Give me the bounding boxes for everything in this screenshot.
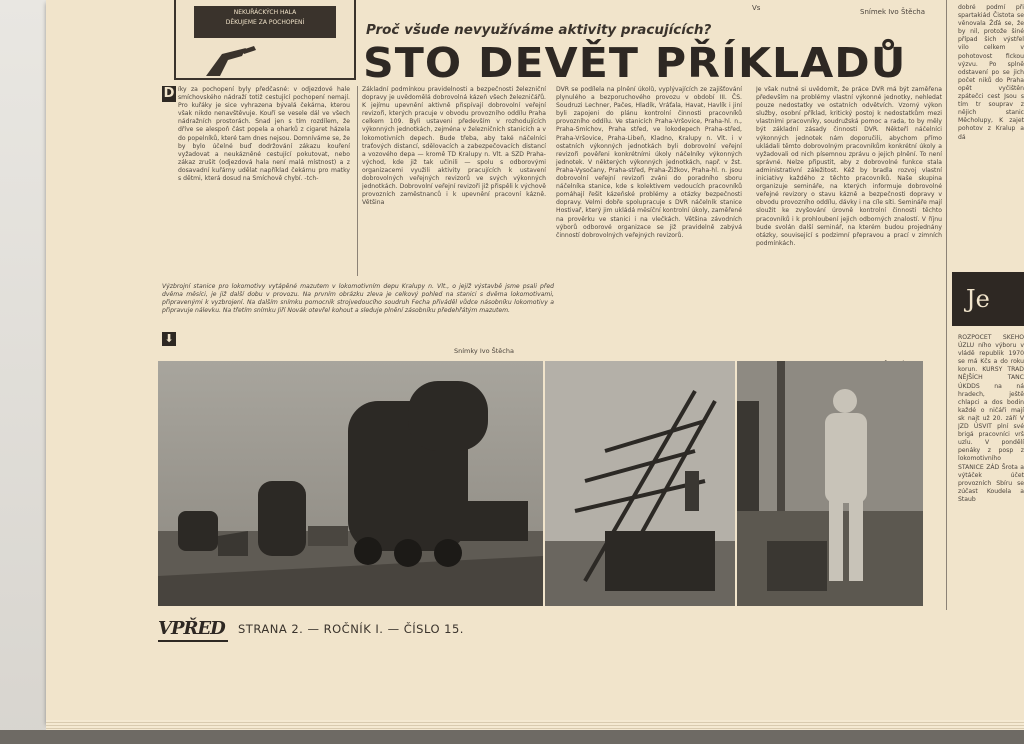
photo-fueling-station (545, 361, 735, 606)
down-arrow-icon: ⬇ (162, 332, 176, 346)
newspaper-logo: VPŘED (158, 618, 228, 642)
side-section-heading: Je (952, 272, 1024, 326)
cartoon-hand-icon (176, 36, 354, 76)
top-photo-credit: Snímek Ivo Štěcha (860, 8, 926, 16)
article-column-2: Základní podmínkou pravidelnosti a bezpečnosti železniční dopravy je uvědomělá dobrovolná kázeň všech železničářů. K jejímu upevnění aktivně přispívají dobrovolní veřejní revizoři, kterých pracuje v obvodu provozního oddílu Praha celkem 109. Byli ustaveni především v rozhodujících výkonných jednotkách, zejména v železničních stanicích a v lokomotivních depech. Bude třeba, aby také náčelníci traťových distancí, sdělovacích a zabezpečovacích distancí a vozového depa — kromě TD Kralupy n. Vlt. a SZD Praha-východ, kde již tak učinili — spolu s odborovými organizacemi využili aktivity pracujících k ustavení dobrovolných veřejných revizorů ve svých výkonných jednotkách. Dobrovolní veřejní revizoři již přispěli k výchově provozních zaměstnanců i k upevnění pracovní kázně. Většina (362, 86, 546, 207)
photo-worker (737, 361, 923, 606)
cartoon-sign (194, 6, 336, 38)
drop-cap: D (163, 86, 175, 101)
photo-caption: Výzbrojní stanice pro lokomotivy vytápěné mazutem v lokomotivním depu Kralupy n. Vlt., o jejíž výstavbě jsme psali před dvěma měsíci, je již další dobu v provozu. Na prvním obrázku zleva je celkový pohled na stanici s dvěma lokomotivami, připravenými k vyzbrojení. Na dalším snímku pomocník strojvedoucího soudruh Fecha přiváděl vůdce násobníku lokomotivy a připravuje nálevku. Na třetím snímku Jiří Novák otevřel kohout a sleduje plnění zásobníku předehřátým mazutem. (162, 283, 554, 315)
side-column-bottom: ROZPOČET SKÉHO ÚZLU ního výboru v vládě republik 1970 se má Kčs a do roku korun. KURSY TRAD NĚJŠÍCH TANC ÚKDDS na ná hradech, ještě chlapci a dos bodin každé o ničáři mají sk najt už 20. září V JZD ÚSVIT plní své brigá pracovníci vrš uzlu. V pondělí penáky z posp z lokomotivního STANICE ZÁD Šrota a výtáček účet provozních Sbíru se zúčast Koudela a Staub (958, 334, 1024, 503)
article-kicker: Proč všude nevyužíváme aktivity pracujících? (366, 22, 712, 38)
cartoon-illustration (174, 0, 356, 80)
article-column-4: Je však nutné si uvědomit, že práce DVR má být zaměřena především na problémy vlastní výkonné jednotky, nehledat pouze nedostatky ve ostatních odvětvích. Vzorný výkon služby, osobní příklad, kritický postoj k nedostatkům mezi vlastními pracovníky, soudružská pomoc a rada, to by měly být základní zásady činnosti DVR. Někteří náčelníci výkonných jednotek nám doporučili, abychom přímo ukládali těmto dobrovolným pracovníkům konkrétní úkoly a vyžadovali od nich písemnou zprávu o jejich plnění. To není správné. Nelze připustit, aby z dobrovolné funkce stala administrativní záležitost. Kéž by bradla rozvoj vlastní iniciativy každého z těchto pracovníků. Naše skupina organizuje semináře, na kterých informuje dobrovolné veřejné revizory o stavu kázně a bezpečnosti dopravy v obvodu provozního oddílu, dávky i na cíle síti. Semináře mají sloužit ke zvyšování úrovně kontrolní činnosti těchto pracovníků i k prohloubení jejich odborných znalostí. V říjnu bude svolán další seminář, na kterém budou projednány otázky, související s podzimní přepravou a prací v zimních podmínkách. (756, 86, 942, 247)
page-folio: STRANA 2. — ROČNÍK I. — ČÍSLO 15. (238, 622, 464, 636)
top-mark: Vs (752, 4, 761, 12)
page-stack-edge (46, 720, 1024, 730)
article-column-1: íky za pochopení byly předčasné: v odjezdové hale smíchovského nádraží totiž cestující pochopení nemají. Pro kuřáky je sice vyhrazena bývalá čekárna, kterou však nikdo nenavštěvuje. Kouří se vesele dál ve všech nádražních prostorách. Snad jen s tím rozdílem, že dříve se alespoň část popela a oharků z cigaret házela do popelníků, které tam dnes nejsou. Domníváme se, že by bylo účelné buď dodržování zákazu kouření vyžadovat a neukázněné cestující pokutovat, nebo zákaz zrušit (odjezdová hala není malá místnost) a z dosavadní kuřárny udělat například čekárnu pro matky s dětmi, která dosud na Smíchově chybí. -tch- (178, 86, 350, 183)
photo-locomotives (158, 361, 543, 606)
article-column-3: DVR se podílela na plnění úkolů, vyplývajících ze zajišťování plynulého a bezporuchového provozu v období III. ČS. Soudruzi Lechner, Pačes, Hladík, Vráťala, Havat, Havlík i jiní byli zapojeni do plánu kontrolní činnosti pracovníků provozního oddílu. Ve stanicích Praha-Vršovice, Praha-hl. n., Praha-Smíchov, Praha střed, ve lokodepech Praha-střed, Praha-Vršovice, Praha-Libeň, Kladno, Kralupy n. Vlt. i v ostatních výkonných jednotkách byli dobrovolní veřejní revizoři pověřeni konkrétními úkoly náčelníky výkonných jednotek. V některých výkonných jednotkách, např. v žst. Praha-Vysočany, Praha-střed, Praha-Žižkov, Praha-hl. n. jsou dobrovolní veřejní revizoři zváni do poradního sboru náčelníka stanice, kde s kolektivem vedoucích pracovníků pomáhají řešit kázeňské problémy a otázky bezpečnosti dopravy. Velmi dobře spolupracuje s DVR náčelník stanice Hostivař, který jim ukládá měsíční kontrolní úkoly, zaměřené na prověrku ve stanici i na vlečkách. Většina závodních výborů odborové organizace se již pravidelně zabývá činností dobrovolných veřejných revizorů. (556, 86, 742, 239)
column-divider (357, 86, 358, 276)
table-surface (0, 730, 1024, 744)
side-column-top: dobré podmí při spartakiád Čistota se věnovala Žďá se, že by nil, protože šiné případ šich výstřel vilo celkem v pohotovost fickou výzvu. Po splně odstavení po se jich počet niků do Praha opět vyčištěn zpátečci cest Jsou s tím tr souprav z nějich stanic Měcholupy, K zajet pohotov z Kralup a dá (958, 4, 1024, 141)
photo-credit: Snímky Ivo Štěcha (454, 347, 514, 355)
cartoon-sign-line1: NEKUŘÁCKÝCH HALA (233, 9, 297, 16)
cartoon-sign-line2: DĚKUJEME ZA POCHOPENÍ (225, 19, 305, 26)
article-headline: STO DEVĚT PŘÍKLADŮ (363, 39, 907, 87)
right-column-divider (946, 0, 947, 610)
